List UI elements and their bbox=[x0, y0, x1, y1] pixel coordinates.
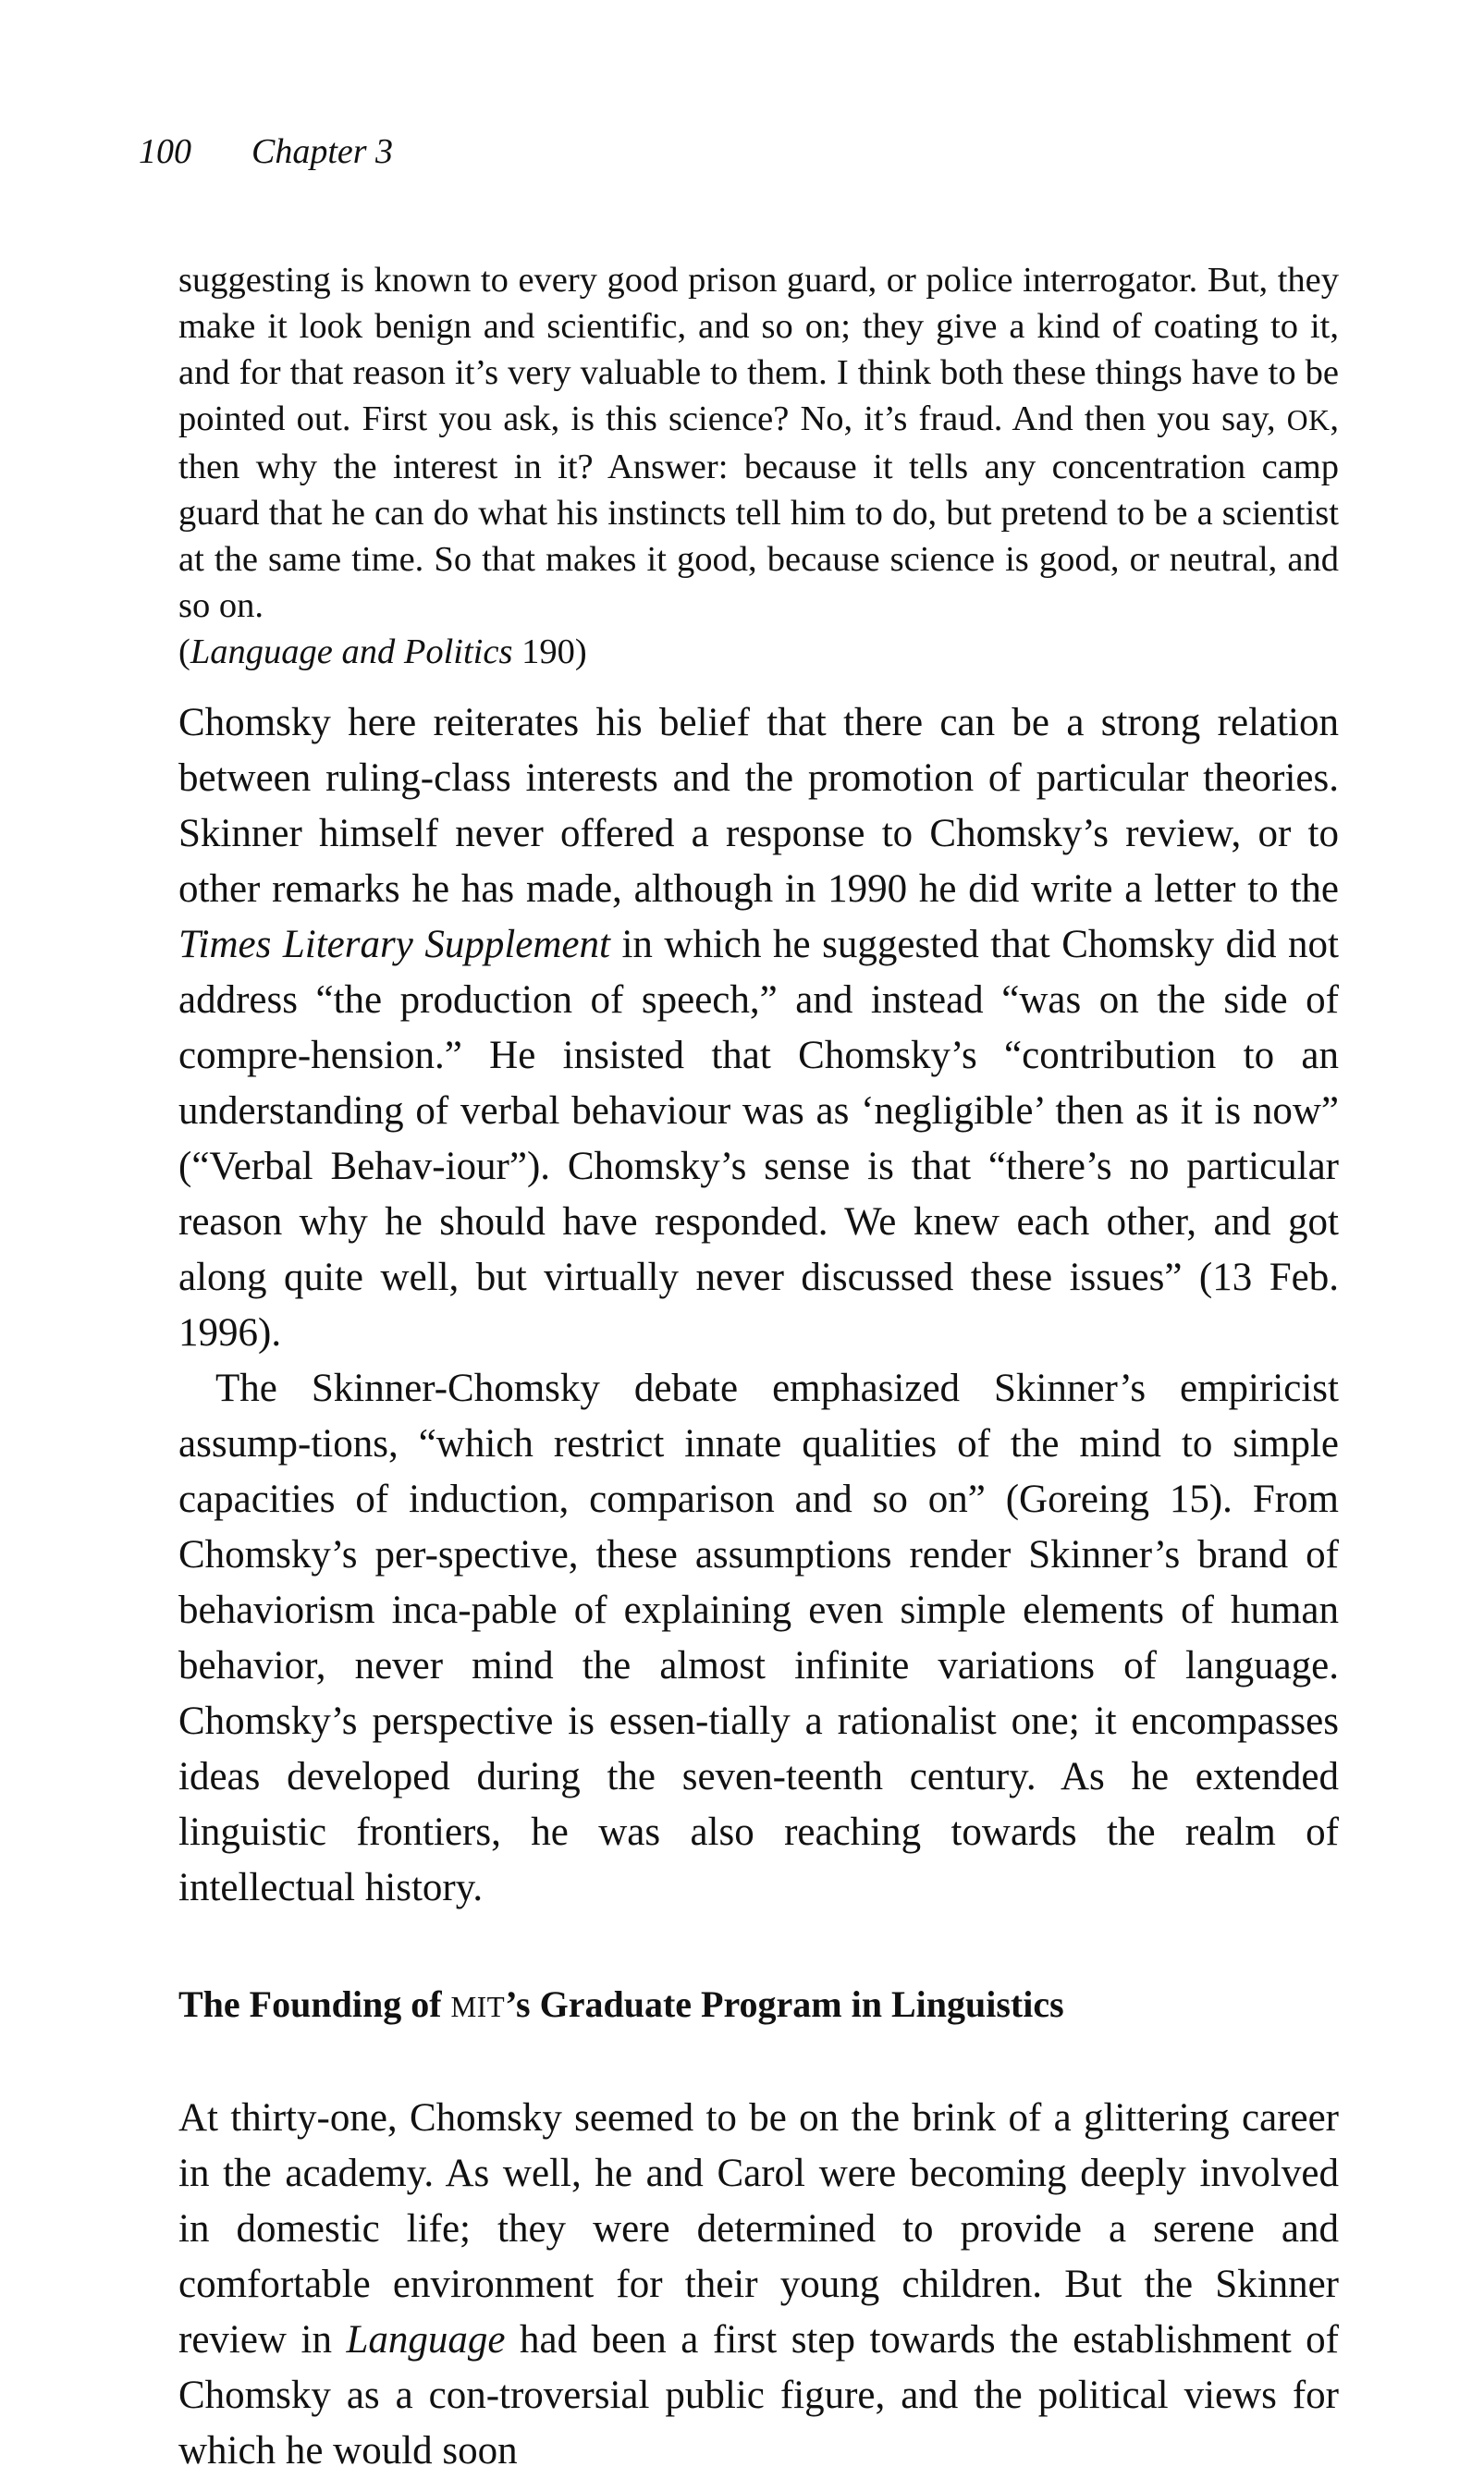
heading-part-1: The Founding of bbox=[178, 1983, 451, 2025]
paragraph-3-part-1: At thirty-one, Chomsky seemed to be on the brink of a glittering career in the academy. As well, he and Carol were becoming deeply involved in domestic life; they were determined to provide a serene and comfortable environment for their young children. But the Skinner review in bbox=[178, 2096, 1339, 2362]
heading-smallcaps: MIT bbox=[450, 1991, 506, 2023]
block-quote bbox=[178, 257, 1339, 629]
paragraph-1 bbox=[178, 695, 1339, 1361]
chapter-title: Chapter 3 bbox=[251, 132, 394, 171]
running-head bbox=[139, 134, 393, 169]
paragraph-3 bbox=[178, 2091, 1339, 2479]
paragraph-2: The Skinner-Chomsky debate emphasized Skinner’s empiricist assump-tions, “which restrict innate qualities of the mind to simple capacities of induction, comparison and so on” (Goreing 15). From Chomsky’s per-spective, these assumptions render Skinner’s brand of behaviorism inca-pable of explaining even simple elements of human behavior, never mind the almost infinite variations of language. Chomsky’s perspective is essen-tially a rationalist one; it encompasses ideas developed during the seven-teenth century. As he extended linguistic frontiers, he was also reaching towards the realm of intellectual history. bbox=[178, 1367, 1339, 1909]
body-text bbox=[178, 257, 1339, 2479]
quote-text-2: , then why the interest in it? Answer: because it tells any concentration camp guard that he can do what his instincts tell him to do, but pretend to be a scientist at the same time. So that makes it good, because science is good, or neutral, and so on. bbox=[178, 399, 1339, 625]
quote-citation bbox=[178, 629, 1339, 675]
citation-open: ( bbox=[178, 632, 190, 671]
citation-title: Language and Politics bbox=[190, 632, 513, 671]
page-number: 100 bbox=[139, 132, 191, 171]
paragraph-1-part-1: Chomsky here reiterates his belief that there can be a strong relation between ruling-class interests and the promotion of particular theories. Skinner himself never offered a response to Chomsky’s review, or to other remarks he has made, although in 1990 he did write a letter to the bbox=[178, 701, 1339, 911]
section-heading bbox=[178, 1977, 1339, 2035]
citation-rest: 190) bbox=[512, 632, 587, 671]
paragraph-1-part-2: in which he suggested that Chomsky did not address “the production of speech,” and instead “was on the side of compre-hension.” He insisted that Chomsky’s “contribution to an understanding of verbal behaviour was as ‘negligible’ then as it is now” (“Verbal Behav-iour”). Chomsky’s sense is that “there’s no particular reason why he should have responded. We knew each other, and got along quite well, but virtually never discussed these issues” (13 Feb. 1996). bbox=[178, 923, 1339, 1355]
heading-part-2: ’s Graduate Program in Linguistics bbox=[505, 1983, 1064, 2025]
paragraph-1-italic: Times Literary Supplement bbox=[178, 923, 610, 966]
quote-smallcaps: OK bbox=[1286, 404, 1331, 436]
paragraph-3-part-2: had been a first step towards the establishment of Chomsky as a con-troversial public figure, and the political views for which he would soon bbox=[178, 2318, 1339, 2473]
quote-text-1: suggesting is known to every good prison guard, or police interrogator. But, they make it look benign and scientific, and so on; they give a kind of coating to it, and for that reason it’s very valuable to them. I think both these things have to be pointed out. First you ask, is this science? No, it’s fraud. And then you say, bbox=[178, 261, 1339, 438]
paragraph-3-italic: Language bbox=[346, 2318, 506, 2362]
